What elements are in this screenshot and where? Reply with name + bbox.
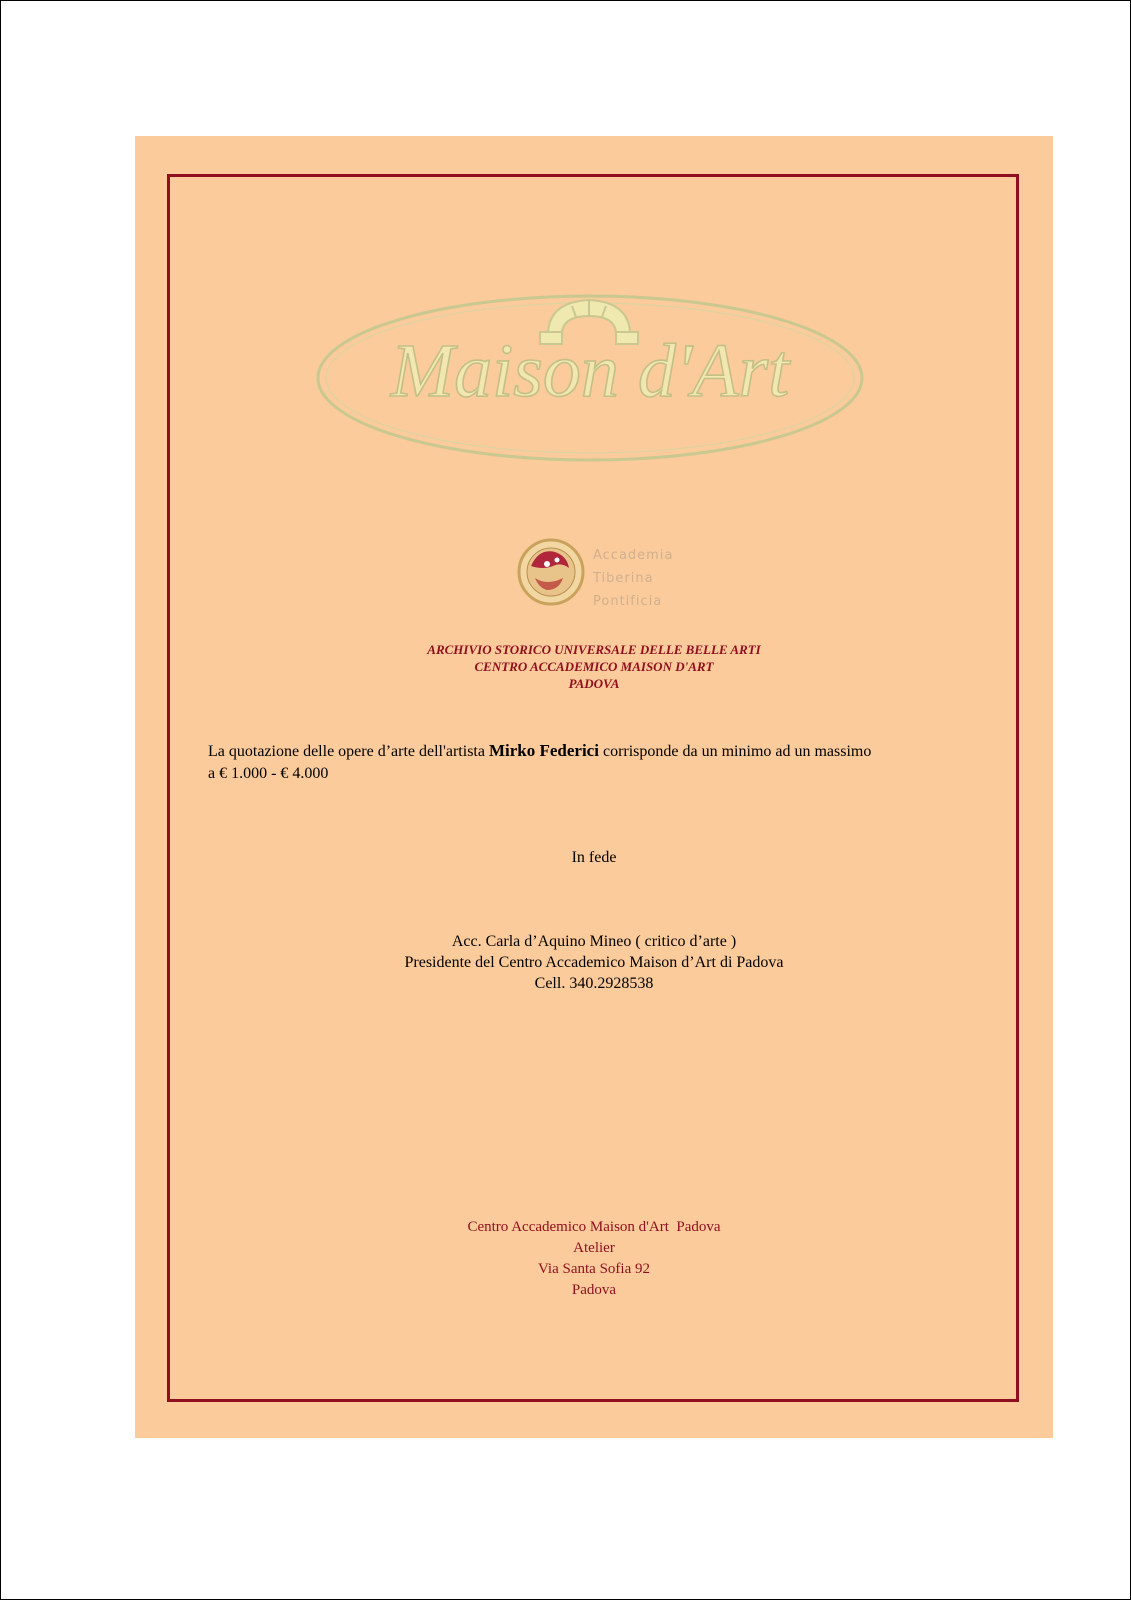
academy-badge	[517, 536, 687, 608]
address-line: Padova	[571, 1282, 617, 1298]
price-range: a € 1.000 - € 4.000	[208, 765, 329, 782]
heading-line: PADOVA	[568, 676, 620, 691]
address-line: Atelier	[573, 1240, 615, 1256]
signature-line: Presidente del Centro Accademico Maison d’Art di Padova	[404, 954, 784, 971]
academy-name-line: Accademia	[593, 548, 674, 563]
signature-block	[135, 931, 1053, 994]
artist-name: Mirko Federici	[488, 741, 599, 760]
academy-name-line: Pontificia	[593, 594, 663, 609]
document-sheet	[135, 136, 1053, 1438]
academy-name-line: Tiberina	[593, 571, 654, 586]
heading-line: CENTRO ACCADEMICO MAISON D'ART	[474, 659, 714, 674]
signature-line: Cell. 340.2928538	[534, 975, 654, 992]
statement-text: La quotazione delle opere d’arte dell'artista	[208, 743, 489, 760]
logo-wordmark: Maison d'Art	[390, 329, 790, 413]
valuation-statement	[208, 740, 998, 785]
address-line: Centro Accademico Maison d'Art Padova	[467, 1219, 721, 1235]
maison-dart-logo	[310, 284, 870, 464]
heading-line: ARCHIVIO STORICO UNIVERSALE DELLE BELLE ARTI	[427, 642, 761, 657]
statement-text: corrisponde da un minimo ad un massimo	[598, 743, 872, 760]
address-line: Via Santa Sofia 92	[538, 1261, 650, 1277]
academy-seal-icon	[517, 538, 585, 606]
document-heading	[135, 641, 1053, 692]
closing-text: In fede	[571, 849, 617, 866]
address-block	[135, 1217, 1053, 1301]
signature-line: Acc. Carla d’Aquino Mineo ( critico d’arte )	[451, 933, 737, 950]
